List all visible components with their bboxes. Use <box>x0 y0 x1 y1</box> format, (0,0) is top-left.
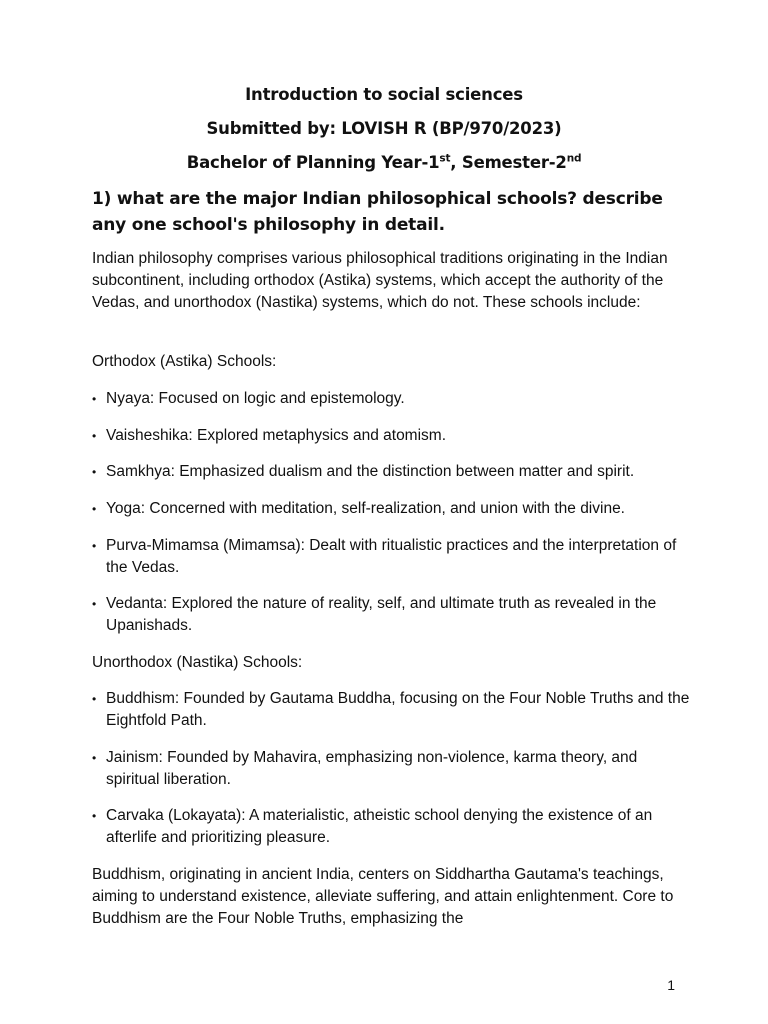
bullet-icon: • <box>92 692 97 706</box>
course-prefix: Bachelor of Planning Year-1 <box>186 153 440 172</box>
document-title: Introduction to social sciences <box>245 85 523 104</box>
bullet-icon: • <box>92 429 97 443</box>
list-item-text: Purva-Mimamsa (Mimamsa): Dealt with ritualistic practices and the interpretation of the Vedas. <box>106 537 677 576</box>
list-item-text: Yoga: Concerned with meditation, self-realization, and union with the divine. <box>106 500 625 517</box>
list-item-text: Carvaka (Lokayata): A materialistic, atheistic school denying the existence of an afterlife and prioritizing pleasure. <box>106 807 653 846</box>
list-item-text: Nyaya: Focused on logic and epistemology. <box>106 390 405 407</box>
list-item <box>92 805 692 849</box>
page-number: 1 <box>667 977 675 993</box>
closing-paragraph: Buddhism, originating in ancient India, centers on Siddhartha Gautama's teachings, aiming to understand existence, alleviate suffering, and attain enlightenment. Core to Buddhism are the Four Noble Truths, emphasizing the <box>92 866 674 927</box>
list-item-text: Buddhism: Founded by Gautama Buddha, focusing on the Four Noble Truths and the Eightfold Path. <box>106 690 690 729</box>
bullet-icon: • <box>92 809 97 823</box>
semester-suffix: nd <box>566 152 582 165</box>
list-item-text: Vaisheshika: Explored metaphysics and atomism. <box>106 427 447 444</box>
list-item <box>92 498 692 520</box>
list-item <box>92 388 692 410</box>
submitted-by-line: Submitted by: LOVISH R (BP/970/2023) <box>206 119 562 138</box>
list-item <box>92 535 692 579</box>
question-heading: 1) what are the major Indian philosophical schools? describe any one school's philosophy in detail. <box>92 189 663 235</box>
bullet-icon: • <box>92 465 97 479</box>
course-line <box>0 153 768 172</box>
intro-paragraph: Indian philosophy comprises various philosophical traditions originating in the Indian subcontinent, including orthodox (Astika) systems, which accept the authority of the Vedas, and unorthodox (Nastika) systems, which do not. These schools include: <box>92 250 668 311</box>
list-item <box>92 688 692 732</box>
course-middle: , Semester-2 <box>450 153 567 172</box>
bullet-icon: • <box>92 751 97 765</box>
list-item <box>92 461 692 483</box>
bullet-icon: • <box>92 539 97 553</box>
list-item-text: Jainism: Founded by Mahavira, emphasizing non-violence, karma theory, and spiritual liberation. <box>106 749 638 788</box>
orthodox-heading: Orthodox (Astika) Schools: <box>92 353 277 370</box>
list-item-text: Samkhya: Emphasized dualism and the distinction between matter and spirit. <box>106 463 635 480</box>
list-item <box>92 747 692 791</box>
bullet-icon: • <box>92 597 97 611</box>
list-item <box>92 425 692 447</box>
bullet-icon: • <box>92 502 97 516</box>
unorthodox-heading: Unorthodox (Nastika) Schools: <box>92 654 303 671</box>
list-item-text: Vedanta: Explored the nature of reality, self, and ultimate truth as revealed in the Upanishads. <box>106 595 657 634</box>
list-item <box>92 593 692 637</box>
year-suffix: st <box>439 152 451 165</box>
bullet-icon: • <box>92 392 97 406</box>
